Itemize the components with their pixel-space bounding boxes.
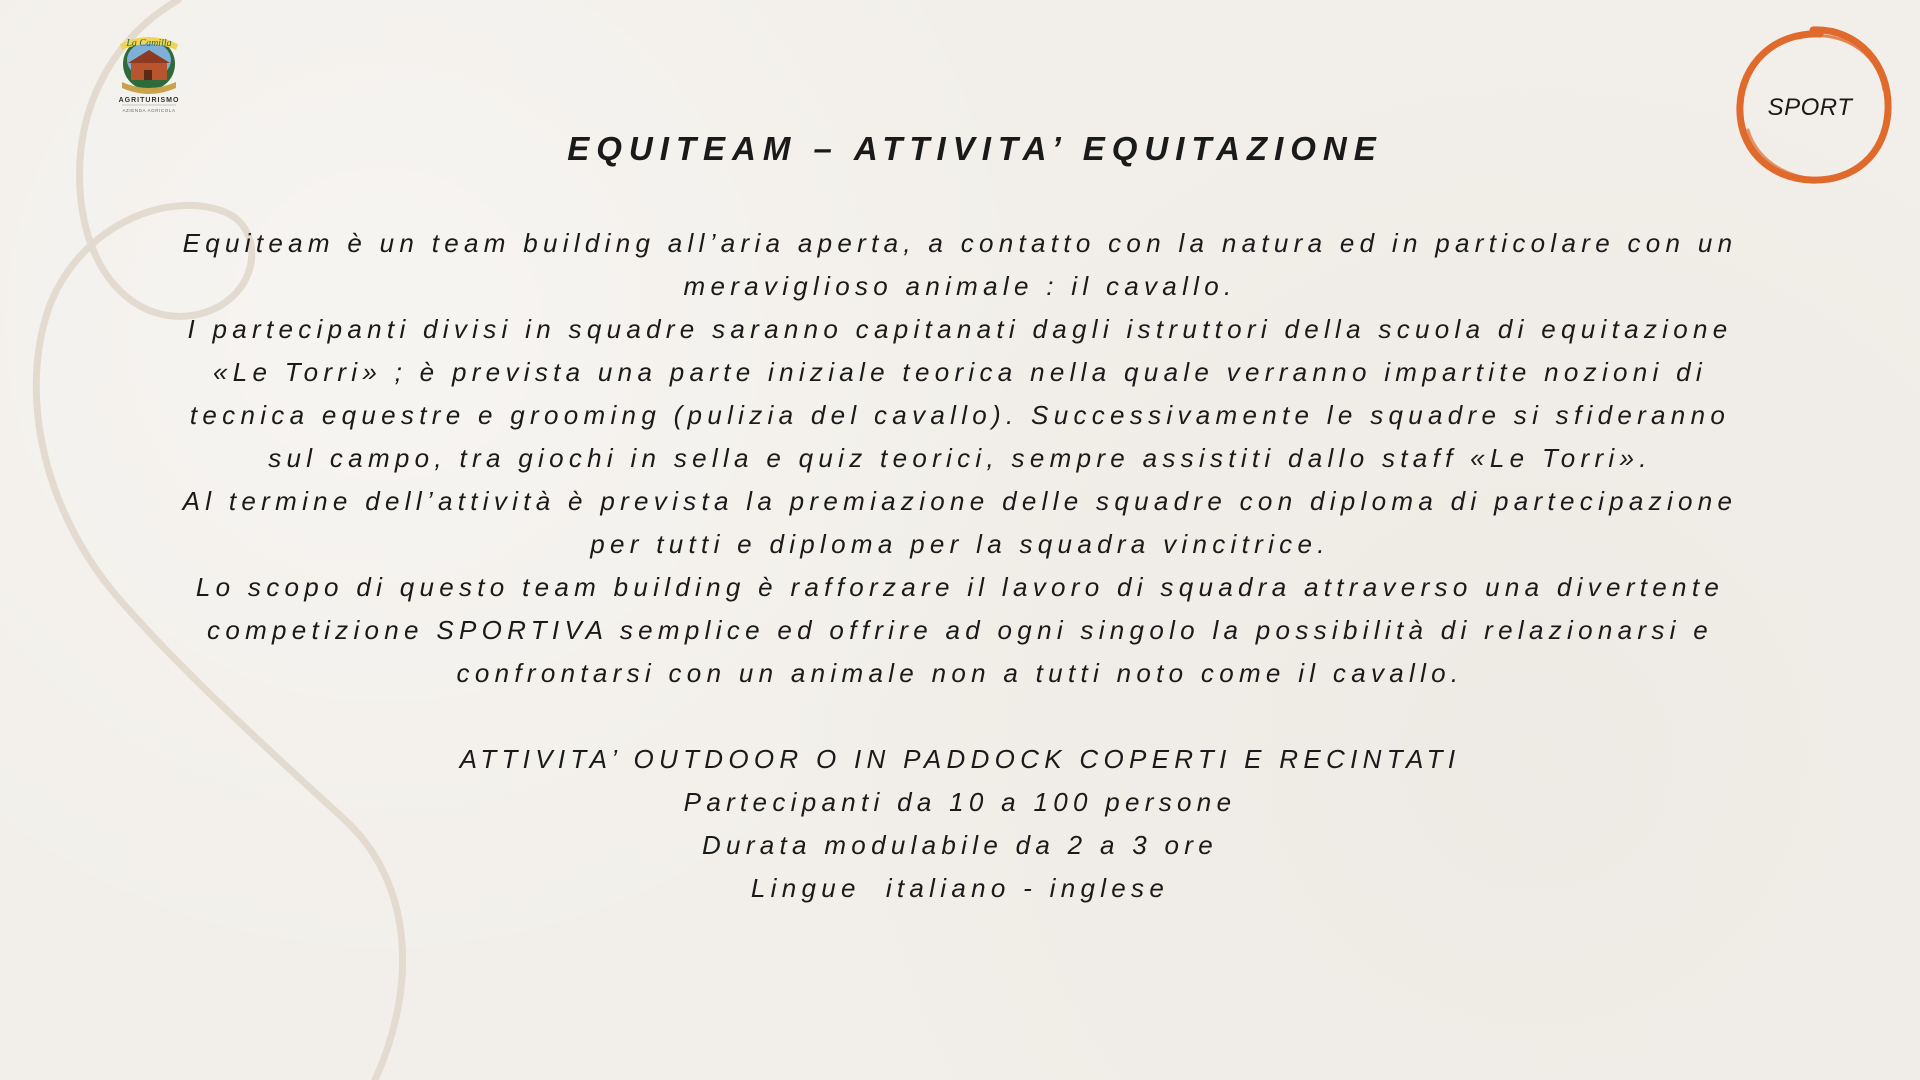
sport-badge-label: SPORT xyxy=(1767,93,1853,121)
svg-text:AZIENDA AGRICOLA: AZIENDA AGRICOLA xyxy=(122,108,176,113)
page-title: EQUITEAM – ATTIVITA’ EQUITAZIONE xyxy=(567,130,1383,167)
paragraph-purpose: Lo scopo di questo team building è rafforzare il lavoro di squadra attraverso una divertente competizione SPORTIVA semplice ed offrire ad ogni singolo la possibilità di relazionarsi e confrontarsi con un animale non a tutti noto come il cavallo. xyxy=(195,572,1725,688)
svg-text:La Camilla: La Camilla xyxy=(126,38,172,49)
detail-participants: Partecipanti da 10 a 100 persone xyxy=(683,787,1237,817)
detail-languages: Lingue italiano - inglese xyxy=(750,873,1170,903)
paragraph-intro: Equiteam è un team building all’aria aperta, a contatto con la natura ed in particolare con un meraviglioso animale : il cavallo. xyxy=(182,228,1738,301)
svg-text:AGRITURISMO: AGRITURISMO xyxy=(118,97,180,104)
detail-location: ATTIVITA’ OUTDOOR O IN PADDOCK COPERTI E RECINTATI xyxy=(459,744,1461,774)
paragraph-teams: I partecipanti divisi in squadre saranno capitanati dagli istruttori della scuola di equitazione «Le Torri» ; è prevista una parte iniziale teorica nella quale verranno impartite nozioni di tecnica equestre e grooming (pulizia del cavallo). Successivamente le squadre si sfideranno sul campo, tra giochi in sella e quiz teorici, sempre assistiti dallo staff «Le Torri». xyxy=(187,314,1733,473)
paragraph-awards: Al termine dell’attività è prevista la premiazione delle squadre con diploma di partecipazione per tutti e diploma per la squadra vincitrice. xyxy=(182,486,1738,559)
agriturismo-logo xyxy=(104,30,194,115)
description-body xyxy=(170,222,1750,910)
detail-duration: Durata modulabile da 2 a 3 ore xyxy=(701,830,1218,860)
spacer xyxy=(170,695,1750,738)
